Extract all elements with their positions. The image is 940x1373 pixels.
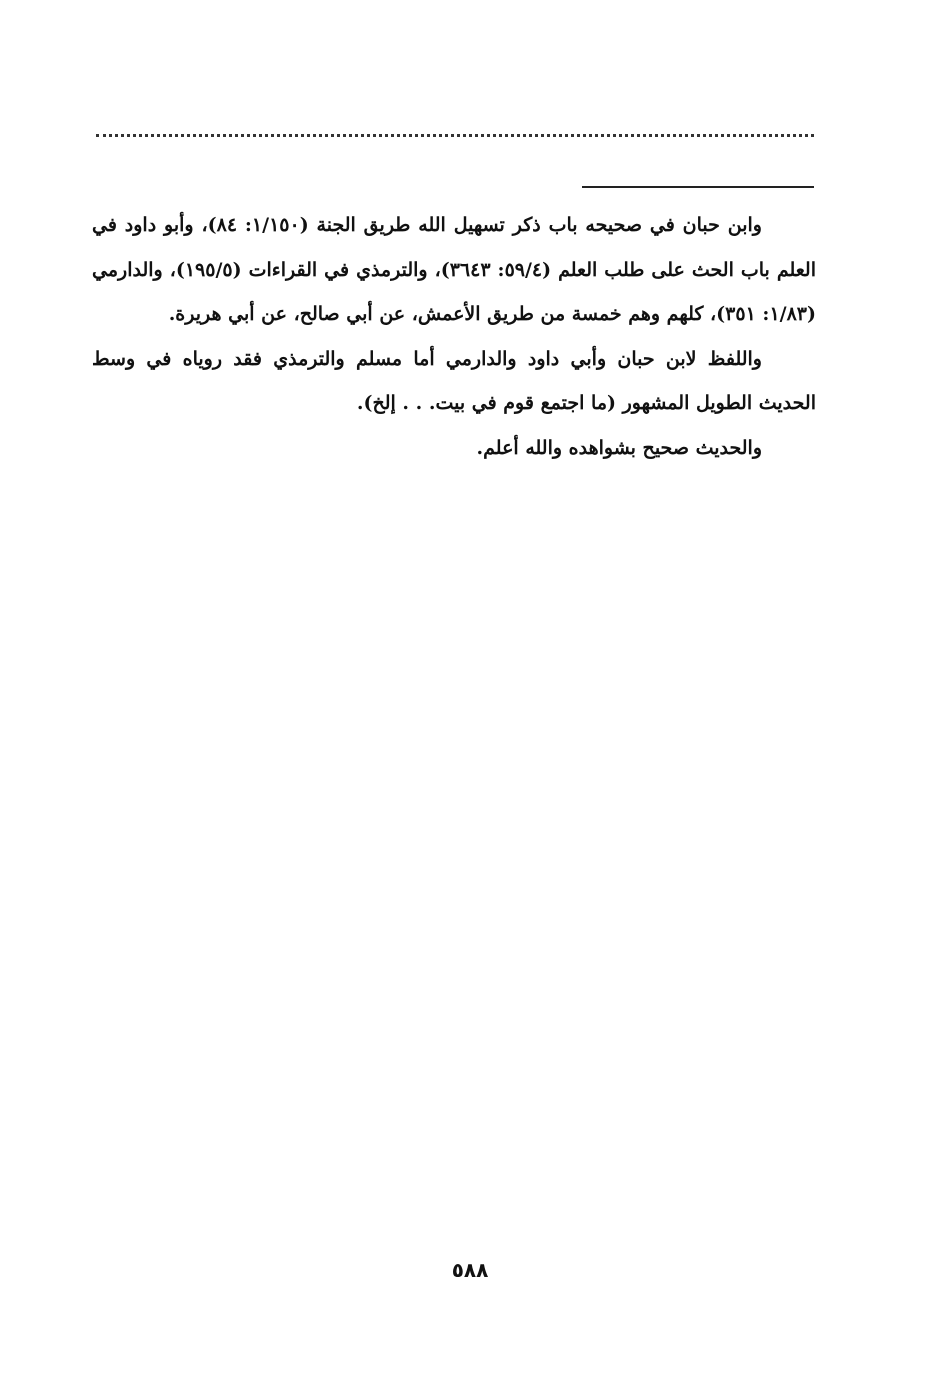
footnote-paragraph-3: والحديث صحيح بشواهده والله أعلم. [476, 436, 762, 459]
dotted-separator [96, 134, 814, 137]
footnote-paragraph-2: واللفظ لابن حبان وأبي داود والدارمي أما مسلم والترمذي فقد روياه في وسط الحديث الطويل المشهور (ما اجتمع قوم في بيت. . . إلخ). [92, 347, 816, 414]
footnote-paragraph-1: وابن حبان في صحيحه باب ذكر تسهيل الله طريق الجنة (١/١٥٠: ٨٤)، وأبو داود في العلم باب الحث على طلب العلم (٥٩/٤: ٣٦٤٣)، والترمذي في القراءات (١٩٥/٥)، والدارمي (١/٨٣: ٣٥١)، كلهم وهم خمسة من طريق الأعمش، عن أبي صالح، عن أبي هريرة. [92, 214, 817, 325]
footnote-rule [582, 186, 814, 188]
page-number: ٥٨٨ [451, 1258, 489, 1282]
footnote-text [92, 203, 816, 470]
